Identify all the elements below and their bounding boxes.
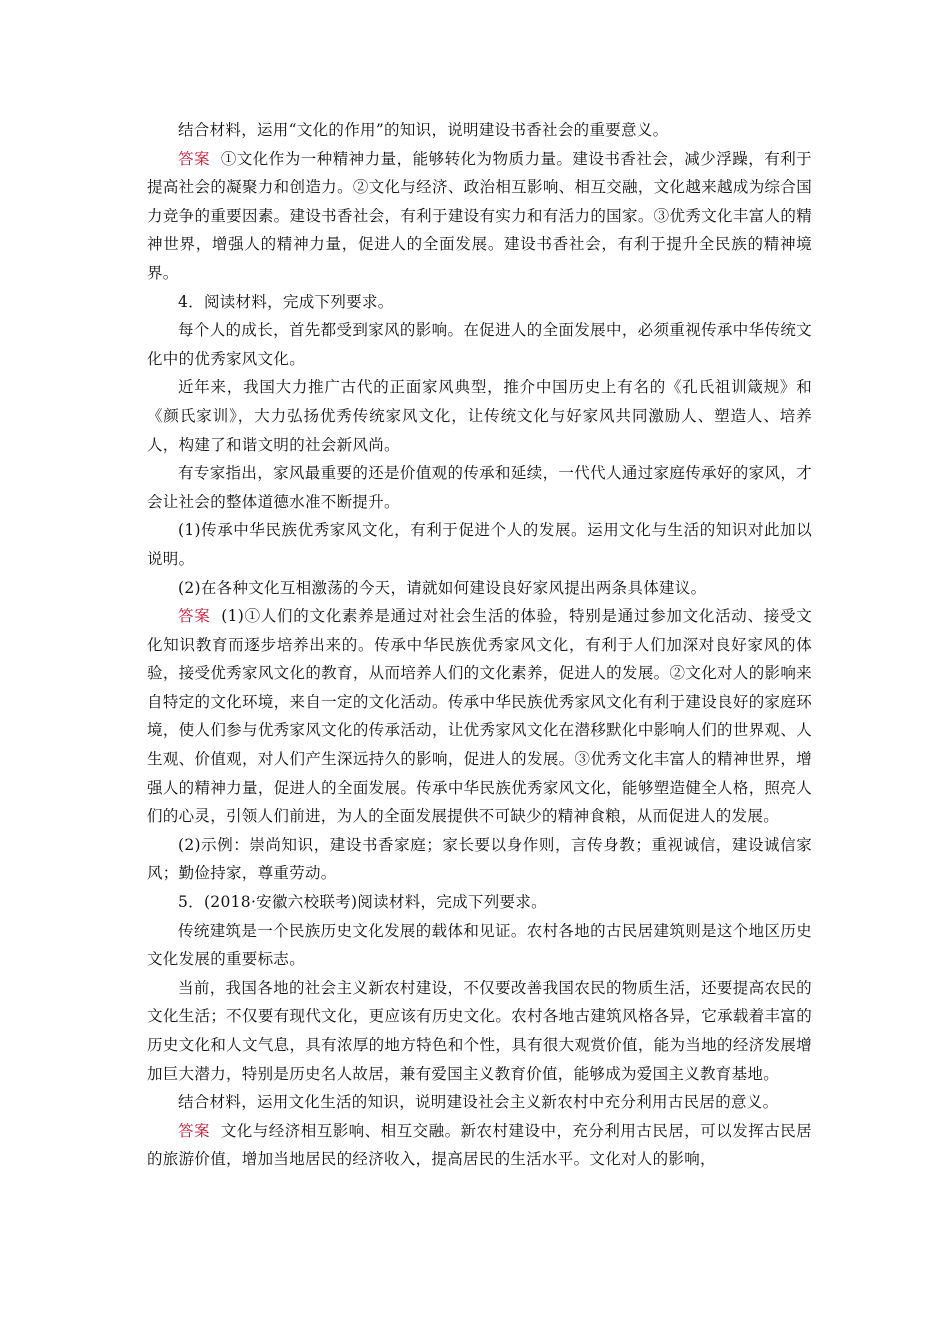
answer-label: 答案 (178, 607, 211, 626)
material-paragraph: 有专家指出，家风最重要的还是价值观的传承和延续，一代代人通过家庭传承好的家风，才会让社会的整体道德水准不断提升。 (147, 464, 812, 511)
answer-4-part-1: 答案 (1)①人们的文化素养是通过对社会生活的体验，特别是通过参加文化活动、接受文化知识教育而逐步培养出来的。传承中华民族优秀家风文化，有利于人们加深对良好家风的体验，接受优秀家风文化的教育，从而培养人们的文化素养，促进人的发展。②文化对人的影响来自特定的文化环境，来自一定的文化活动。传承中华民族优秀家风文化有利于建设良好的家庭环境，使人们参与优秀家风文化的传承活动，让优秀家风文化在潜移默化中影响人们的世界观、人生观、价值观，对人们产生深远持久的影响，促进人的发展。③优秀文化丰富人的精神世界，增强人的精神力量，促进人的全面发展。传承中华民族优秀家风文化，能够塑造健全人格，照亮人们的心灵，引领人们前进，为人的全面发展提供不可缺少的精神食粮，从而促进人的发展。 (147, 607, 812, 826)
answer-3: 答案 ①文化作为一种精神力量，能够转化为物质力量。建设书香社会，减少浮躁，有利于提高社会的凝聚力和创造力。②文化与经济、政治相互影响、相互交融，文化越来越成为综合国力竞争的重要因素。建设书香社会，有利于建设有实力和有活力的国家。③优秀文化丰富人的精神世界，增强人的精神力量，促进人的全面发展。建设书香社会，有利于提升全民族的精神境界。 (147, 149, 812, 282)
answer-label: 答案 (178, 149, 210, 168)
document-page (147, 116, 812, 1174)
answer-5: 答案 文化与经济相互影响、相互交融。新农村建设中，充分利用古民居，可以发挥古民居的旅游价值，增加当地居民的经济收入，提高居民的生活水平。文化对人的影响， (147, 1121, 812, 1169)
sub-question-2: (2)在各种文化互相激荡的今天，请就如何建设良好家风提出两条具体建议。 (178, 578, 707, 597)
question-4-heading: 4．阅读材料，完成下列要求。 (178, 292, 394, 311)
material-paragraph: 当前，我国各地的社会主义新农村建设，不仅要改善我国农民的物质生活，还要提高农民的文化生活；不仅要有现代文化，更应该有历史文化。农村各地古建筑风格各异，它承载着丰富的历史文化和人文气息，具有浓厚的地方特色和个性，具有很大观赏价值，能为当地的经济发展增加巨大潜力，特别是历史名人故居，兼有爱国主义教育价值，能够成为爱国主义教育基地。 (147, 978, 812, 1083)
answer-label: 答案 (178, 1121, 210, 1140)
question-5-heading: 5．(2018·安徽六校联考)阅读材料，完成下列要求。 (178, 893, 547, 912)
material-paragraph: 每个人的成长，首先都受到家风的影响。在促进人的全面发展中，必须重视传承中华传统文化中的优秀家风文化。 (147, 321, 812, 368)
material-paragraph: 近年来，我国大力推广古代的正面家风典型，推介中国历史上有名的《孔氏祖训箴规》和《颜氏家训》，大力弘扬优秀传统家风文化，让传统文化与好家风共同激励人、塑造人、培养人，构建了和谐文明的社会新风尚。 (147, 378, 812, 454)
question-3-prompt: 结合材料，运用“文化的作用”的知识，说明建设书香社会的重要意义。 (178, 121, 669, 139)
sub-question-1: (1)传承中华民族优秀家风文化，有利于促进个人的发展。运用文化与生活的知识对此加以说明。 (147, 521, 812, 568)
question-5-prompt: 结合材料，运用文化生活的知识，说明建设社会主义新农村中充分利用古民居的意义。 (178, 1093, 779, 1112)
material-paragraph: 传统建筑是一个民族历史文化发展的载体和见证。农村各地的古民居建筑则是这个地区历史文化发展的重要标志。 (147, 921, 812, 969)
answer-4-part-2: (2)示例：崇尚知识，建设书香家庭；家长要以身作则，言传身教；重视诚信，建设诚信家风；勤俭持家，尊重劳动。 (147, 835, 812, 883)
